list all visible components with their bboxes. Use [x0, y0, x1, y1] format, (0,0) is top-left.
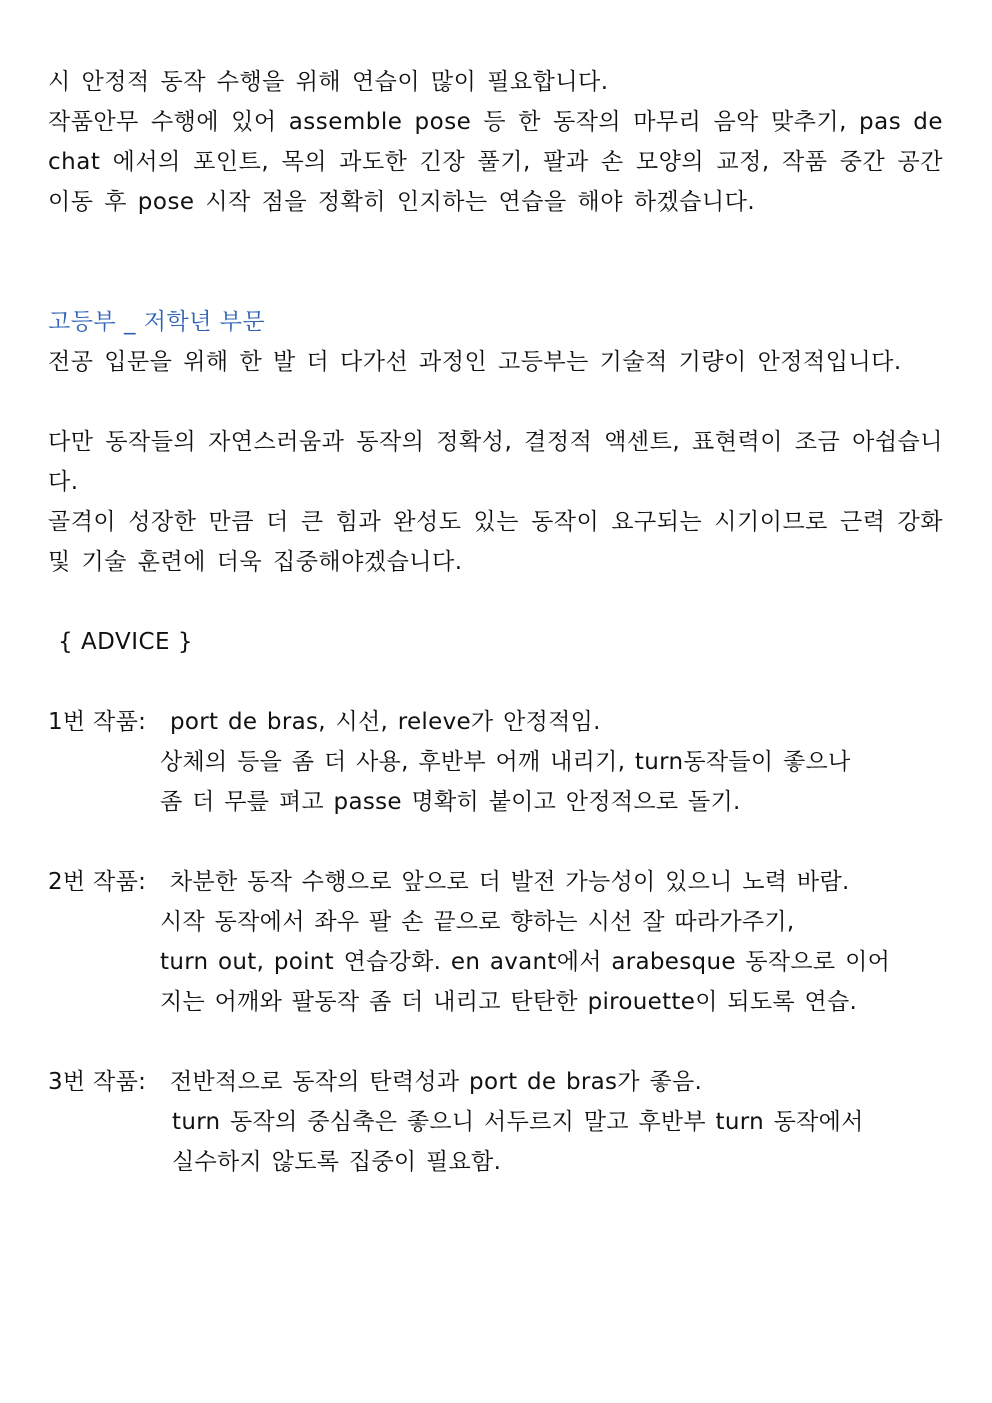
advice-item-1-line-2: 상체의 등을 좀 더 사용, 후반부 어깨 내리기, turn동작들이 좋으나	[160, 749, 851, 775]
intro-paragraph-2: 작품안무 수행에 있어 assemble pose 등 한 동작의 마무리 음악 맞추기, pas de chat 에서의 포인트, 목의 과도한 긴장 풀기, 팔과 손 모양의 교정, 작품 중간 공간 이동 후 pose 시작 점을 정확히 인지하는 연습을 해야 하겠습니다.	[48, 109, 943, 215]
section-paragraph-3: 골격이 성장한 만큼 더 큰 힘과 완성도 있는 동작이 요구되는 시기이므로 근력 강화 및 기술 훈련에 더욱 집중해야겠습니다.	[48, 509, 943, 575]
section-heading: 고등부 _ 저학년 부문	[48, 309, 266, 335]
advice-item-3-line-1: 전반적으로 동작의 탄력성과 port de bras가 좋음.	[170, 1069, 703, 1095]
intro-paragraph-1: 시 안정적 동작 수행을 위해 연습이 많이 필요합니다.	[48, 69, 609, 95]
advice-item-3-label: 3번 작품:	[48, 1069, 147, 1095]
advice-item-1-line-1: port de bras, 시선, releve가 안정적임.	[170, 709, 601, 735]
section-paragraph-2: 다만 동작들의 자연스러움과 동작의 정확성, 결정적 액센트, 표현력이 조금 아쉽습니다.	[48, 429, 943, 495]
advice-item-2-label: 2번 작품:	[48, 869, 147, 895]
advice-item-2-line-2: 시작 동작에서 좌우 팔 손 끝으로 향하는 시선 잘 따라가주기,	[160, 909, 795, 935]
advice-item-2-line-3: turn out, point 연습강화. en avant에서 arabesque 동작으로 이어	[160, 949, 891, 975]
advice-item-1-line-3: 좀 더 무릎 펴고 passe 명확히 붙이고 안정적으로 돌기.	[160, 789, 741, 815]
advice-item-3-line-3: 실수하지 않도록 집중이 필요함.	[172, 1149, 502, 1175]
advice-item-2-line-4: 지는 어깨와 팔동작 좀 더 내리고 탄탄한 pirouette이 되도록 연습.	[160, 989, 858, 1015]
advice-title: { ADVICE }	[58, 629, 194, 655]
advice-item-1-label: 1번 작품:	[48, 709, 147, 735]
section-paragraph-1: 전공 입문을 위해 한 발 더 다가선 과정인 고등부는 기술적 기량이 안정적입니다.	[48, 349, 902, 375]
advice-item-2-line-1: 차분한 동작 수행으로 앞으로 더 발전 가능성이 있으니 노력 바람.	[170, 869, 850, 895]
advice-item-3-line-2: turn 동작의 중심축은 좋으니 서두르지 말고 후반부 turn 동작에서	[172, 1109, 864, 1135]
